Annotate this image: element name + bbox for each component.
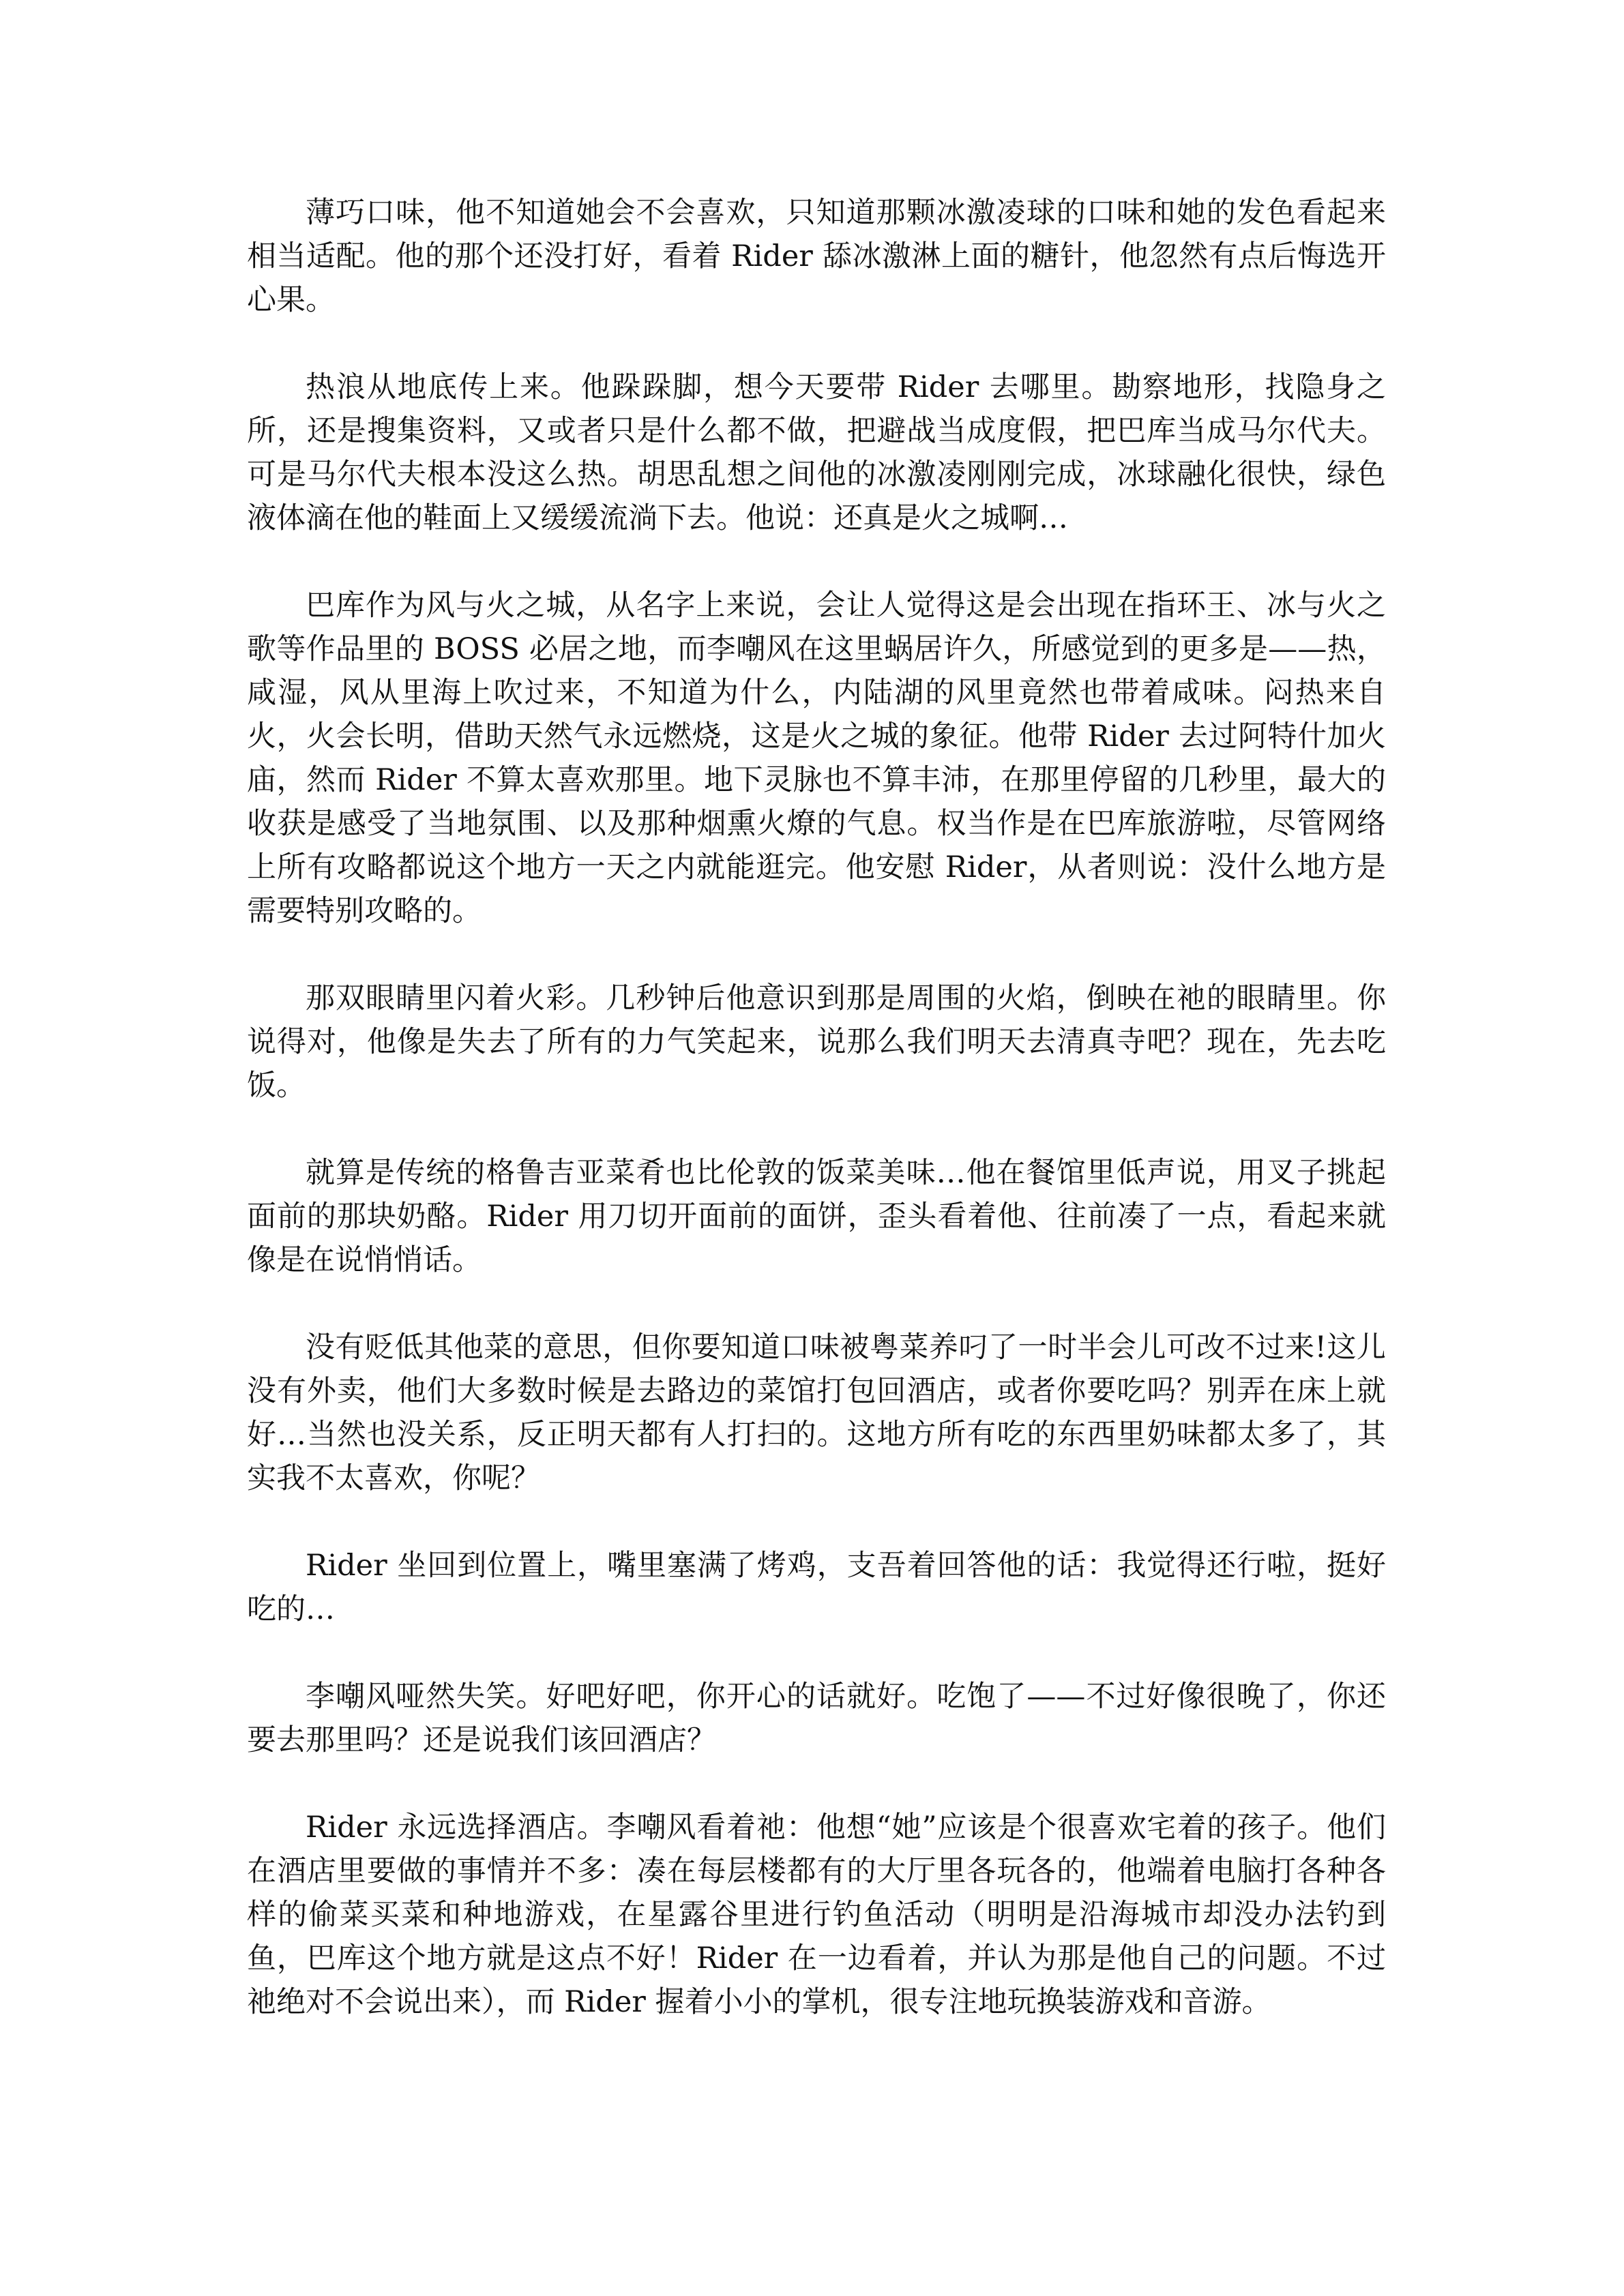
paragraph-3: 巴库作为风与火之城，从名字上来说，会让人觉得这是会出现在指环王、冰与火之歌等作品里的 BOSS 必居之地，而李嘲风在这里蜗居许久，所感觉到的更多是——热，咸湿，风从里海上吹过来，不知道为什么，内陆湖的风里竟然也带着咸味。闷热来自火，火会长明，借助天然气永远燃烧，这是火之城的象征。他带 Rider 去过阿特什加火庙，然而 Rider 不算太喜欢那里。地下灵脉也不算丰沛，在那里停留的几秒里，最大的收获是感受了当地氛围、以及那种烟熏火燎的气息。权当作是在巴库旅游啦，尽管网络上所有攻略都说这个地方一天之内就能逛完。他安慰 Rider，从者则说：没什么地方是需要特别攻略的。: [247, 588, 1386, 928]
paragraph-1: 薄巧口味，他不知道她会不会喜欢，只知道那颗冰激凌球的口味和她的发色看起来相当适配。他的那个还没打好，看着 Rider 舔冰激淋上面的糖针，他忽然有点后悔选开心果。: [247, 196, 1386, 317]
paragraph-4: 那双眼睛里闪着火彩。几秒钟后他意识到那是周围的火焰，倒映在祂的眼睛里。你说得对，他像是失去了所有的力气笑起来，说那么我们明天去清真寺吧？现在，先去吃饭。: [247, 981, 1386, 1103]
paragraph-9: Rider 永远选择酒店。李嘲风看着祂：他想“她”应该是个很喜欢宅着的孩子。他们在酒店里要做的事情并不多：凑在每层楼都有的大厅里各玩各的，他端着电脑打各种各样的偷菜买菜和种地游戏，在星露谷里进行钓鱼活动（明明是沿海城市却没办法钓到鱼，巴库这个地方就是这点不好！Rider 在一边看着，并认为那是他自己的问题。不过祂绝对不会说出来），而 Rider 握着小小的掌机，很专注地玩换装游戏和音游。: [247, 1810, 1386, 2019]
document-body: [247, 191, 1386, 2024]
paragraph-2: 热浪从地底传上来。他跺跺脚，想今天要带 Rider 去哪里。勘察地形，找隐身之所，还是搜集资料，又或者只是什么都不做，把避战当成度假，把巴库当成马尔代夫。可是马尔代夫根本没这么热。胡思乱想之间他的冰激凌刚刚完成，冰球融化很快，绿色液体滴在他的鞋面上又缓缓流淌下去。他说：还真是火之城啊…: [247, 370, 1386, 535]
paragraph-5: 就算是传统的格鲁吉亚菜肴也比伦敦的饭菜美味…他在餐馆里低声说，用叉子挑起面前的那块奶酪。Rider 用刀切开面前的面饼，歪头看着他、往前凑了一点，看起来就像是在说悄悄话。: [247, 1156, 1386, 1277]
paragraph-8: 李嘲风哑然失笑。好吧好吧，你开心的话就好。吃饱了——不过好像很晚了，你还要去那里吗？还是说我们该回酒店？: [247, 1680, 1386, 1757]
paragraph-6: 没有贬低其他菜的意思，但你要知道口味被粤菜养叼了一时半会儿可改不过来!这儿没有外卖，他们大多数时候是去路边的菜馆打包回酒店，或者你要吃吗？别弄在床上就好…当然也没关系，反正明天都有人打扫的。这地方所有吃的东西里奶味都太多了，其实我不太喜欢，你呢？: [247, 1330, 1386, 1495]
paragraph-7: Rider 坐回到位置上，嘴里塞满了烤鸡，支吾着回答他的话：我觉得还行啦，挺好吃的…: [247, 1549, 1386, 1626]
